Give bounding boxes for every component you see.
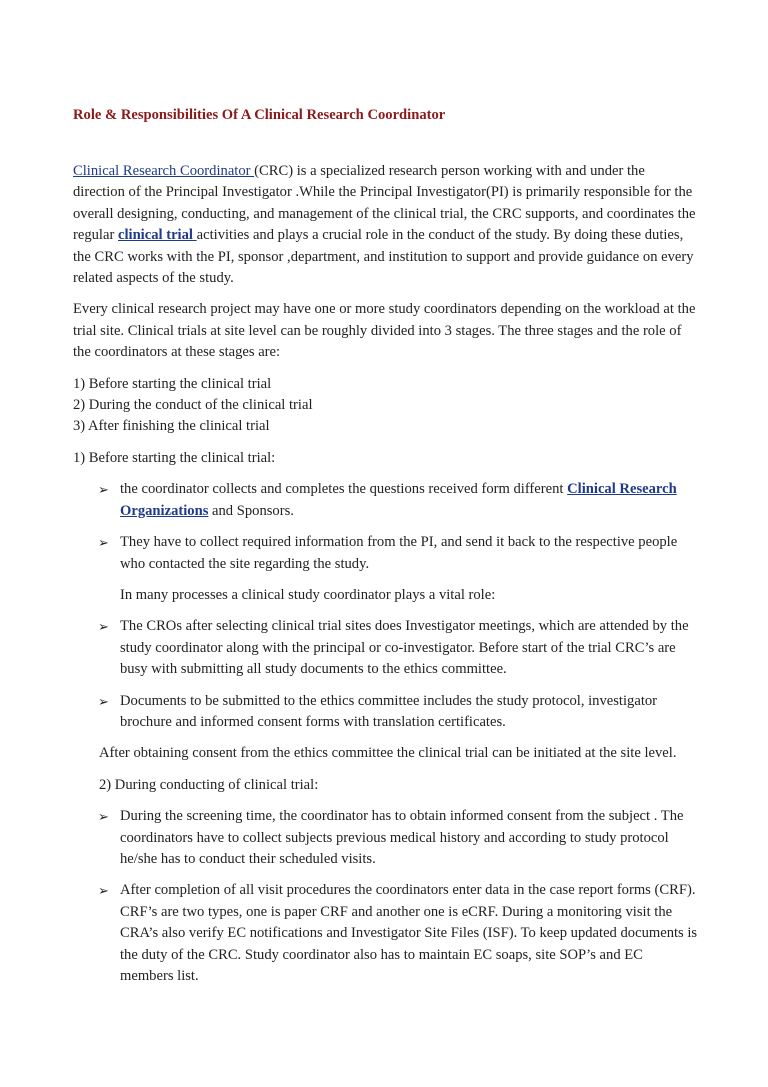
link-clinical-trial[interactable]: clinical trial	[117, 227, 197, 244]
document-title: Role & Responsibilities Of A Clinical Research Coordinator	[73, 107, 446, 123]
list-item	[73, 691, 698, 734]
section-2-heading: 2) During conducting of clinical trial:	[99, 776, 319, 793]
list-item	[73, 479, 698, 522]
bullet-text: After completion of all visit procedures the coordinators enter data in the case report forms (CRF). CRF’s are two types, one is paper CRF and another one is eCRF. During a monitoring visit the CRA’s also verify EC notifications and Investigator Site Files (ISF). To keep updated documents is the duty of the CRC. Study coordinator also has to maintain EC soaps, site SOP’s and EC members list.	[120, 882, 698, 984]
arrow-bullet-icon: ➢	[98, 883, 109, 899]
arrow-bullet-icon: ➢	[98, 482, 109, 498]
section-1-bullets-continued	[73, 616, 698, 733]
ethics-consent-paragraph: After obtaining consent from the ethics committee the clinical trial can be initiated at the site level.	[99, 745, 677, 762]
section-1-bullets	[73, 479, 698, 575]
bullet-text: Documents to be submitted to the ethics committee includes the study protocol, investigator brochure and informed consent forms with translation certificates.	[120, 692, 658, 730]
list-item	[73, 616, 698, 680]
stages-intro-paragraph: Every clinical research project may have one or more study coordinators depending on the workload at the trial site. Clinical trials at site level can be roughly divided into 3 stages. The three stages and the role of the coordinators at these stages are:	[73, 301, 696, 361]
link-clinical-research-coordinator[interactable]: Clinical Research Coordinator	[73, 163, 255, 179]
bullet-text: and Sponsors.	[208, 502, 294, 519]
arrow-bullet-icon: ➢	[98, 693, 109, 709]
stage-item: 2) During the conduct of the clinical trial	[73, 397, 313, 414]
stage-item: 1) Before starting the clinical trial	[73, 375, 272, 392]
section-2-bullets	[73, 806, 698, 987]
intro-paragraph	[73, 161, 698, 289]
stage-item: 3) After finishing the clinical trial	[73, 418, 270, 435]
link-clinical-research-organizations[interactable]: Clinical Research Organizations	[120, 481, 677, 519]
intro-text-1: (CRC) is a specialized research person working with and under the direction of the Principal Investigator .While the Principal Investigator(PI) is primarily responsible for the overall designing, conducting, and management of the clinical trial, the CRC supports, and coordinates the regular	[73, 163, 696, 244]
stages-list	[73, 374, 698, 438]
section-1-heading: 1) Before starting the clinical trial:	[73, 449, 276, 466]
bullet-text: During the screening time, the coordinator has to obtain informed consent from the subject . The coordinators have to collect subjects previous medical history and according to study protocol he/she has to conduct their scheduled visits.	[120, 808, 684, 867]
role-paragraph: In many processes a clinical study coordinator plays a vital role:	[120, 586, 496, 603]
arrow-bullet-icon: ➢	[98, 619, 109, 635]
list-item	[73, 880, 698, 987]
bullet-text: They have to collect required information from the PI, and send it back to the respective people who contacted the site regarding the study.	[120, 534, 678, 572]
arrow-bullet-icon: ➢	[98, 535, 109, 551]
document-body	[73, 105, 698, 997]
arrow-bullet-icon: ➢	[98, 809, 109, 825]
bullet-text: The CROs after selecting clinical trial sites does Investigator meetings, which are attended by the study coordinator along with the principal or co-investigator. Before start of the trial CRC’s are busy with submitting all study documents to the ethics committee.	[120, 618, 689, 678]
intro-text-2: activities and plays a crucial role in the conduct of the study. By doing these duties, the CRC works with the PI, sponsor ,department, and institution to support and provide guidance on every related aspects of the study.	[73, 227, 694, 287]
list-item	[73, 806, 698, 870]
bullet-text: the coordinator collects and completes the questions received form different	[120, 481, 568, 498]
list-item	[73, 532, 698, 575]
